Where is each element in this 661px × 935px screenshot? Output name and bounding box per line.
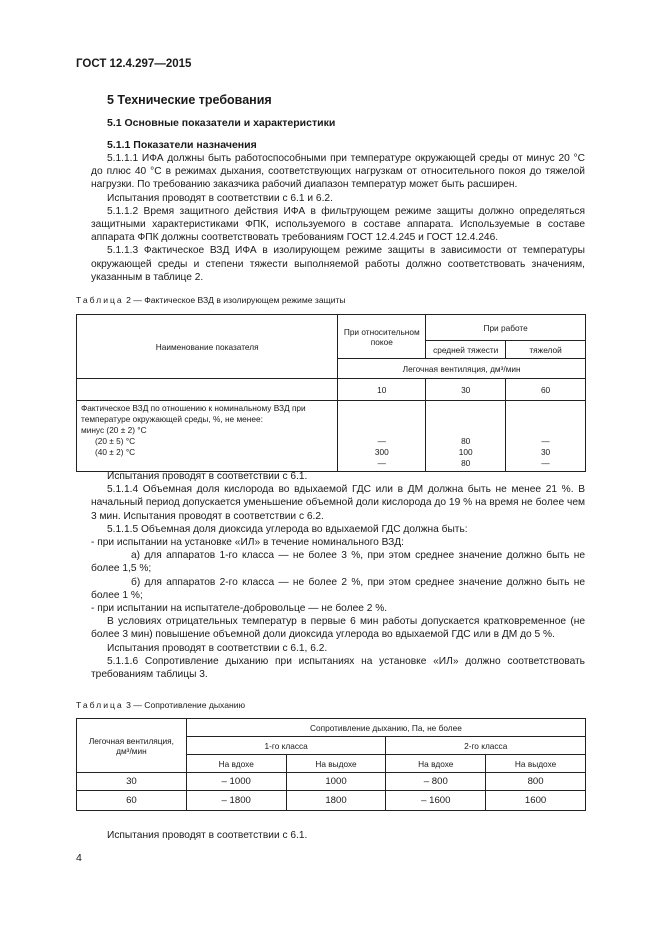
table3-cell: 1800 [286,791,386,811]
table2-vent-value: 10 [338,379,426,401]
table2-value: 30 [540,447,551,457]
page-number: 4 [76,852,82,864]
paragraph: 5.1.1.5 Объемная доля диоксида углерода во вдыхаемой ГДС должна быть: [107,523,468,535]
table2-value: — [377,436,386,446]
table3-header-vent: Легочная вентиляция, дм³/мин [77,719,187,773]
paragraph: 5.1.1.2 Время защитного действия ИФА в фильтрующем режиме защиты должно определяться защитными характеристиками ФПК, используемого в составе аппарата. Используемые в составе аппарата ФПК должны соответствовать требованиям ГОСТ 12.4.245 и ГОСТ 12.4.246. [91,205,585,244]
subsection-title: 5.1 Основные показатели и характеристики [107,117,336,129]
table3-cell: 1000 [286,773,386,791]
table-row [77,791,586,811]
table3-cell: – 1000 [186,773,286,791]
table3-header-resistance: Сопротивление дыханию, Па, не более [186,719,585,737]
table2-value: — [377,458,386,468]
table2-row-label-text: Фактическое ВЗД по отношению к номинальному ВЗД при температуре окружающей среды, %, не менее: [81,403,306,424]
table2-header-heavy: тяжелой [506,341,586,359]
table3-caption-word: Таблица [76,700,124,710]
table3-cell: 1600 [486,791,586,811]
table2-header-work: При работе [426,315,586,341]
table2-value: — [541,436,550,446]
table3-cell: – 1600 [386,791,486,811]
paragraph-block-2 [91,470,585,681]
table3-header-class1: 1-го класса [186,737,386,755]
table2-header-name: Наименование показателя [77,315,338,379]
table2-temp: (40 ± 2) °С [95,447,136,457]
table3-cell: – 800 [386,773,486,791]
subsubsection-title: 5.1.1 Показатели назначения [107,139,257,151]
table2 [76,314,586,472]
table3-caption-text: 3 — Сопротивление дыханию [123,700,246,710]
table2-caption [76,295,346,305]
table2-rest-values [338,401,426,472]
table2-value: 80 [461,458,471,468]
table2-header-medium: средней тяжести [426,341,506,359]
table3-caption [76,700,245,710]
table3-cell: 800 [486,773,586,791]
table3 [76,718,586,811]
table2-heavy-values [506,401,586,472]
table2-temp: (20 ± 5) °С [95,436,136,446]
paragraph: Испытания проводят в соответствии с 6.1 и 6.2. [107,192,333,204]
paragraph: Испытания проводят в соответствии с 6.1. [107,471,308,482]
table3-header-class2: 2-го класса [386,737,586,755]
section-title: 5 Технические требования [107,93,272,107]
table2-value: 80 [461,436,471,446]
table3-header-exhale: На выдохе [286,755,386,773]
table2-value: — [541,458,550,468]
paragraph: - при испытании на испытателе-добровольце — не более 2 %. [91,603,388,615]
table2-vent-value: 60 [506,379,586,401]
paragraph: Испытания проводят в соответствии с 6.1, 6.2. [107,642,328,654]
table2-row-label [77,401,338,472]
table2-vent-value: 30 [426,379,506,401]
paragraph: 5.1.1.6 Сопротивление дыханию при испытаниях на установке «ИЛ» должно соответствовать требованиям таблицы 3. [91,655,585,681]
table-row [77,773,586,791]
table2-medium-values [426,401,506,472]
table2-header-vent: Легочная вентиляция, дм³/мин [338,359,586,379]
paragraph: Испытания проводят в соответствии с 6.1. [107,830,308,841]
table2-empty-cell [77,379,338,401]
table3-cell: – 1800 [186,791,286,811]
paragraph: - при испытании на установке «ИЛ» в течение номинального ВЗД: [91,537,405,549]
table3-header-inhale: На вдохе [386,755,486,773]
document-id: ГОСТ 12.4.297—2015 [76,58,192,70]
table3-cell: 30 [77,773,187,791]
table2-temp: минус (20 ± 2) °С [81,425,147,435]
paragraph: а) для аппаратов 1-го класса — не более 3 %, при этом среднее значение должно быть не более 1,5 %; [91,550,585,575]
table3-header-exhale: На выдохе [486,755,586,773]
paragraph: 5.1.1.3 Фактическое ВЗД ИФА в изолирующем режиме защиты в зависимости от температуры окружающей среды и степени тяжести выполняемой работы должно соответствовать значениям, указанным в таблице 2. [91,245,585,283]
table2-caption-word: Таблица [76,295,124,305]
paragraph: б) для аппаратов 2-го класса — не более 2 %, при этом среднее значение должно быть не более 1 %; [91,576,585,601]
table2-header-rest: При относительном покое [338,315,426,359]
table2-value: 300 [374,447,389,457]
table3-cell: 60 [77,791,187,811]
paragraph: 5.1.1.1 ИФА должны быть работоспособными при температуре окружающей среды от минус 20 °С до плюс 40 °С в режимах дыхания, соответствующих нагрузкам от относительного покоя до тяжелой нагрузки. По требованию заказчика рабочий диапазон температур может быть расширен. [91,153,585,191]
closing-paragraph [91,829,585,842]
table2-caption-text: 2 — Фактическое ВЗД в изолирующем режиме защиты [123,295,346,305]
paragraph-block-1 [91,152,585,284]
table2-value: 100 [458,447,473,457]
paragraph: 5.1.1.4 Объемная доля кислорода во вдыхаемой ГДС или в ДМ должна быть не менее 21 %. В начальный период допускается уменьшение объемной доли кислорода до 19 % на время не более чем 3 мин. Испытания проводят в соответствии с 6.2. [91,484,585,522]
table3-header-inhale: На вдохе [186,755,286,773]
paragraph: В условиях отрицательных температур в первые 6 мин работы допускается кратковременное (не более 3 мин) повышение объемной доли диоксида углерода во вдыхаемой ГДС или в ДМ до 5 %. [91,616,585,641]
